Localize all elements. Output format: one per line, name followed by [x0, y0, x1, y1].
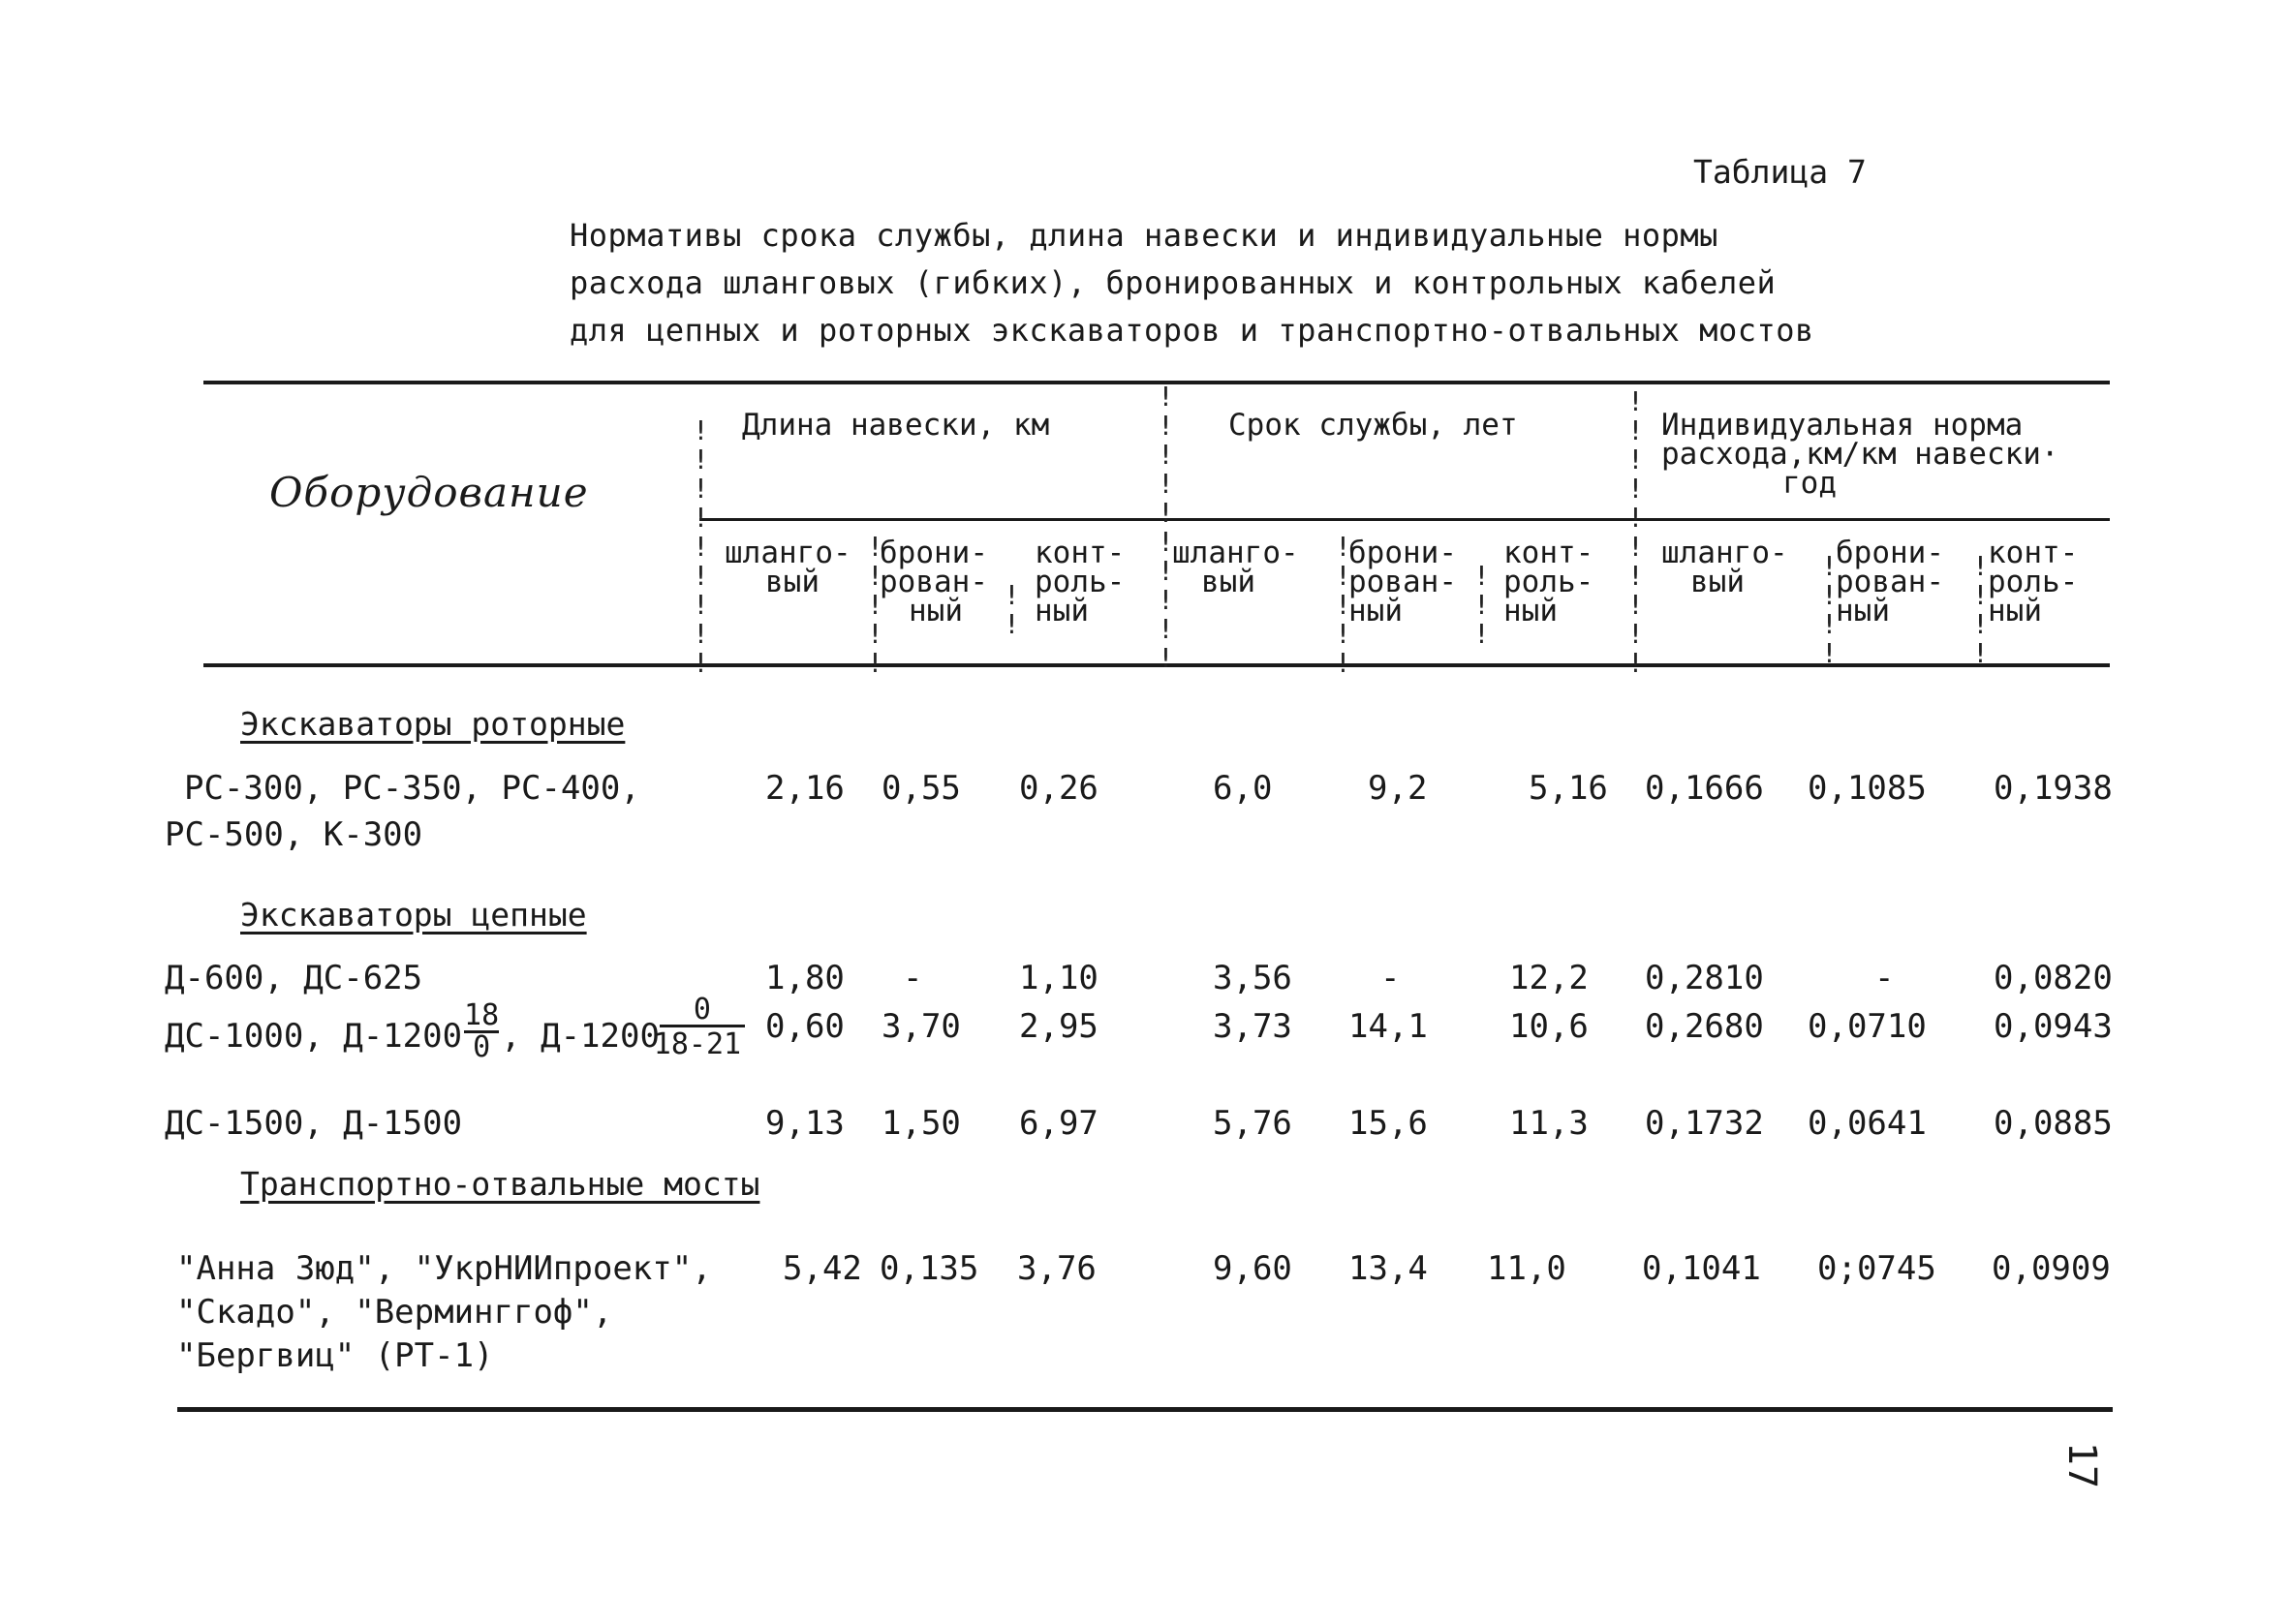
cell-value: 0,26	[1019, 769, 1098, 808]
subheader-hose: шланго- вый	[1661, 536, 1788, 599]
subheader-control: конт- роль- ный	[1988, 536, 2079, 628]
cell-value: 1,50	[882, 1104, 961, 1143]
fraction: $\frac{18}{0}$	[464, 998, 500, 1064]
cell-value: 2,16	[765, 769, 845, 808]
cell-value: -	[1380, 959, 1401, 997]
subheader-armored: брони- рован- ный	[1348, 536, 1457, 628]
subheader-hose: шланго- вый	[1172, 536, 1299, 599]
cell-value: 13,4	[1348, 1249, 1428, 1288]
cell-value: 5,76	[1213, 1104, 1292, 1143]
cell-value: 15,6	[1348, 1104, 1428, 1143]
cell-value: 0,0710	[1808, 1007, 1927, 1046]
cell-value: 0,0820	[1994, 959, 2113, 997]
table-top-rule	[203, 381, 2110, 384]
cell-value: 3,70	[882, 1007, 961, 1046]
row-label: ДС-1000, Д-1200 $\frac{18}{0}$ , Д-1200 $\frac{0}{18-21}$	[165, 1007, 745, 1074]
row-label: ДС-1500, Д-1500	[165, 1104, 463, 1143]
fraction: $\frac{0}{18-21}$	[660, 996, 745, 1062]
equipment-header: Оборудование	[269, 469, 589, 516]
cell-value: 0;0745	[1817, 1249, 1936, 1288]
cell-value: 9,60	[1213, 1249, 1292, 1288]
col-separator: ! ! ! ! !	[1335, 531, 1351, 679]
cell-value: 0,0909	[1992, 1249, 2111, 1288]
col-separator: ! ! ! ! !	[867, 531, 883, 679]
cell-value: 9,2	[1368, 769, 1428, 808]
cell-value: 10,6	[1509, 1007, 1589, 1046]
cell-value: 6,97	[1019, 1104, 1098, 1143]
cell-value: 0,1732	[1645, 1104, 1764, 1143]
cell-value: 0,1085	[1808, 769, 1927, 808]
subheader-hose: шланго- вый	[725, 536, 851, 599]
caption-line-1: Нормативы срока службы, длина навески и индивидуальные нормы	[570, 217, 1718, 254]
group-header-length: Длина навески, км	[742, 408, 1050, 443]
cell-value: 5,16	[1529, 769, 1608, 808]
col-separator: ! ! !	[1473, 560, 1490, 650]
cell-value: 3,56	[1213, 959, 1292, 997]
cell-value: 2,95	[1019, 1007, 1098, 1046]
col-separator: ! ! ! ! ! ! ! ! ! !	[1627, 385, 1644, 679]
table-bottom-rule	[177, 1407, 2113, 1412]
cell-value: 0,55	[882, 769, 961, 808]
group-header-norm-2: расхода,км/км навески·	[1661, 437, 2059, 472]
row-label: РС-500, К-300	[165, 815, 423, 854]
subheader-armored: брони- рован- ный	[1836, 536, 1944, 628]
page-number: 17	[2059, 1441, 2105, 1489]
row-label: "Анна Зюд", "УкрНИИпроект",	[176, 1249, 712, 1288]
row-label: "Скадо", "Верминггоф",	[176, 1293, 613, 1332]
col-separator: ! ! ! !	[1821, 550, 1838, 669]
group-header-service: Срок службы, лет	[1228, 408, 1518, 443]
cell-value: 0,0943	[1994, 1007, 2113, 1046]
cell-value: 12,2	[1509, 959, 1589, 997]
cell-value: 11,0	[1487, 1249, 1566, 1288]
cell-value: 0,0885	[1994, 1104, 2113, 1143]
cell-value: 6,0	[1213, 769, 1273, 808]
cell-value: 1,10	[1019, 959, 1098, 997]
cell-value: 3,76	[1017, 1249, 1097, 1288]
table-number: Таблица 7	[1693, 153, 1867, 191]
col-separator: ! !	[1004, 579, 1020, 640]
cell-value: 0,1938	[1994, 769, 2113, 808]
cell-value: 0,60	[765, 1007, 845, 1046]
group-header-norm-1: Индивидуальная норма	[1661, 408, 2024, 443]
cell-value: -	[1874, 959, 1895, 997]
col-separator: ! ! ! ! ! ! ! ! ! !	[1158, 381, 1174, 674]
subheader-armored: брони- рован- ный	[880, 536, 988, 628]
cell-value: 11,3	[1509, 1104, 1589, 1143]
cell-value: -	[903, 959, 923, 997]
cell-value: 9,13	[765, 1104, 845, 1143]
col-separator: ! ! ! !	[1972, 550, 1989, 669]
cell-value: 0,135	[880, 1249, 979, 1288]
col-separator: ! ! ! ! ! ! ! ! !	[693, 414, 709, 679]
subheader-control: конт- роль- ный	[1035, 536, 1126, 628]
section-title: Экскаваторы цепные	[240, 896, 587, 934]
section-title: Транспортно-отвальные мосты	[240, 1165, 760, 1203]
caption-line-3: для цепных и роторных экскаваторов и транспортно-отвальных мостов	[570, 312, 1814, 349]
row-label: "Бергвиц" (РТ-1)	[176, 1336, 494, 1375]
cell-value: 0,0641	[1808, 1104, 1927, 1143]
row-label: Д-600, ДС-625	[165, 959, 423, 997]
cell-value: 0,2680	[1645, 1007, 1764, 1046]
row-label: РС-300, РС-350, РС-400,	[184, 769, 640, 808]
group-header-norm-3: год	[1782, 466, 1837, 501]
cell-value: 0,2810	[1645, 959, 1764, 997]
subheader-control: конт- роль- ный	[1503, 536, 1594, 628]
cell-value: 3,73	[1213, 1007, 1292, 1046]
header-mid-rule	[699, 518, 2110, 521]
cell-value: 0,1666	[1645, 769, 1764, 808]
cell-value: 14,1	[1348, 1007, 1428, 1046]
caption-line-2: расхода шланговых (гибких), бронированных и контрольных кабелей	[570, 264, 1777, 301]
section-title: Экскаваторы роторные	[240, 705, 626, 743]
cell-value: 5,42	[783, 1249, 862, 1288]
cell-value: 0,1041	[1642, 1249, 1761, 1288]
cell-value: 1,80	[765, 959, 845, 997]
